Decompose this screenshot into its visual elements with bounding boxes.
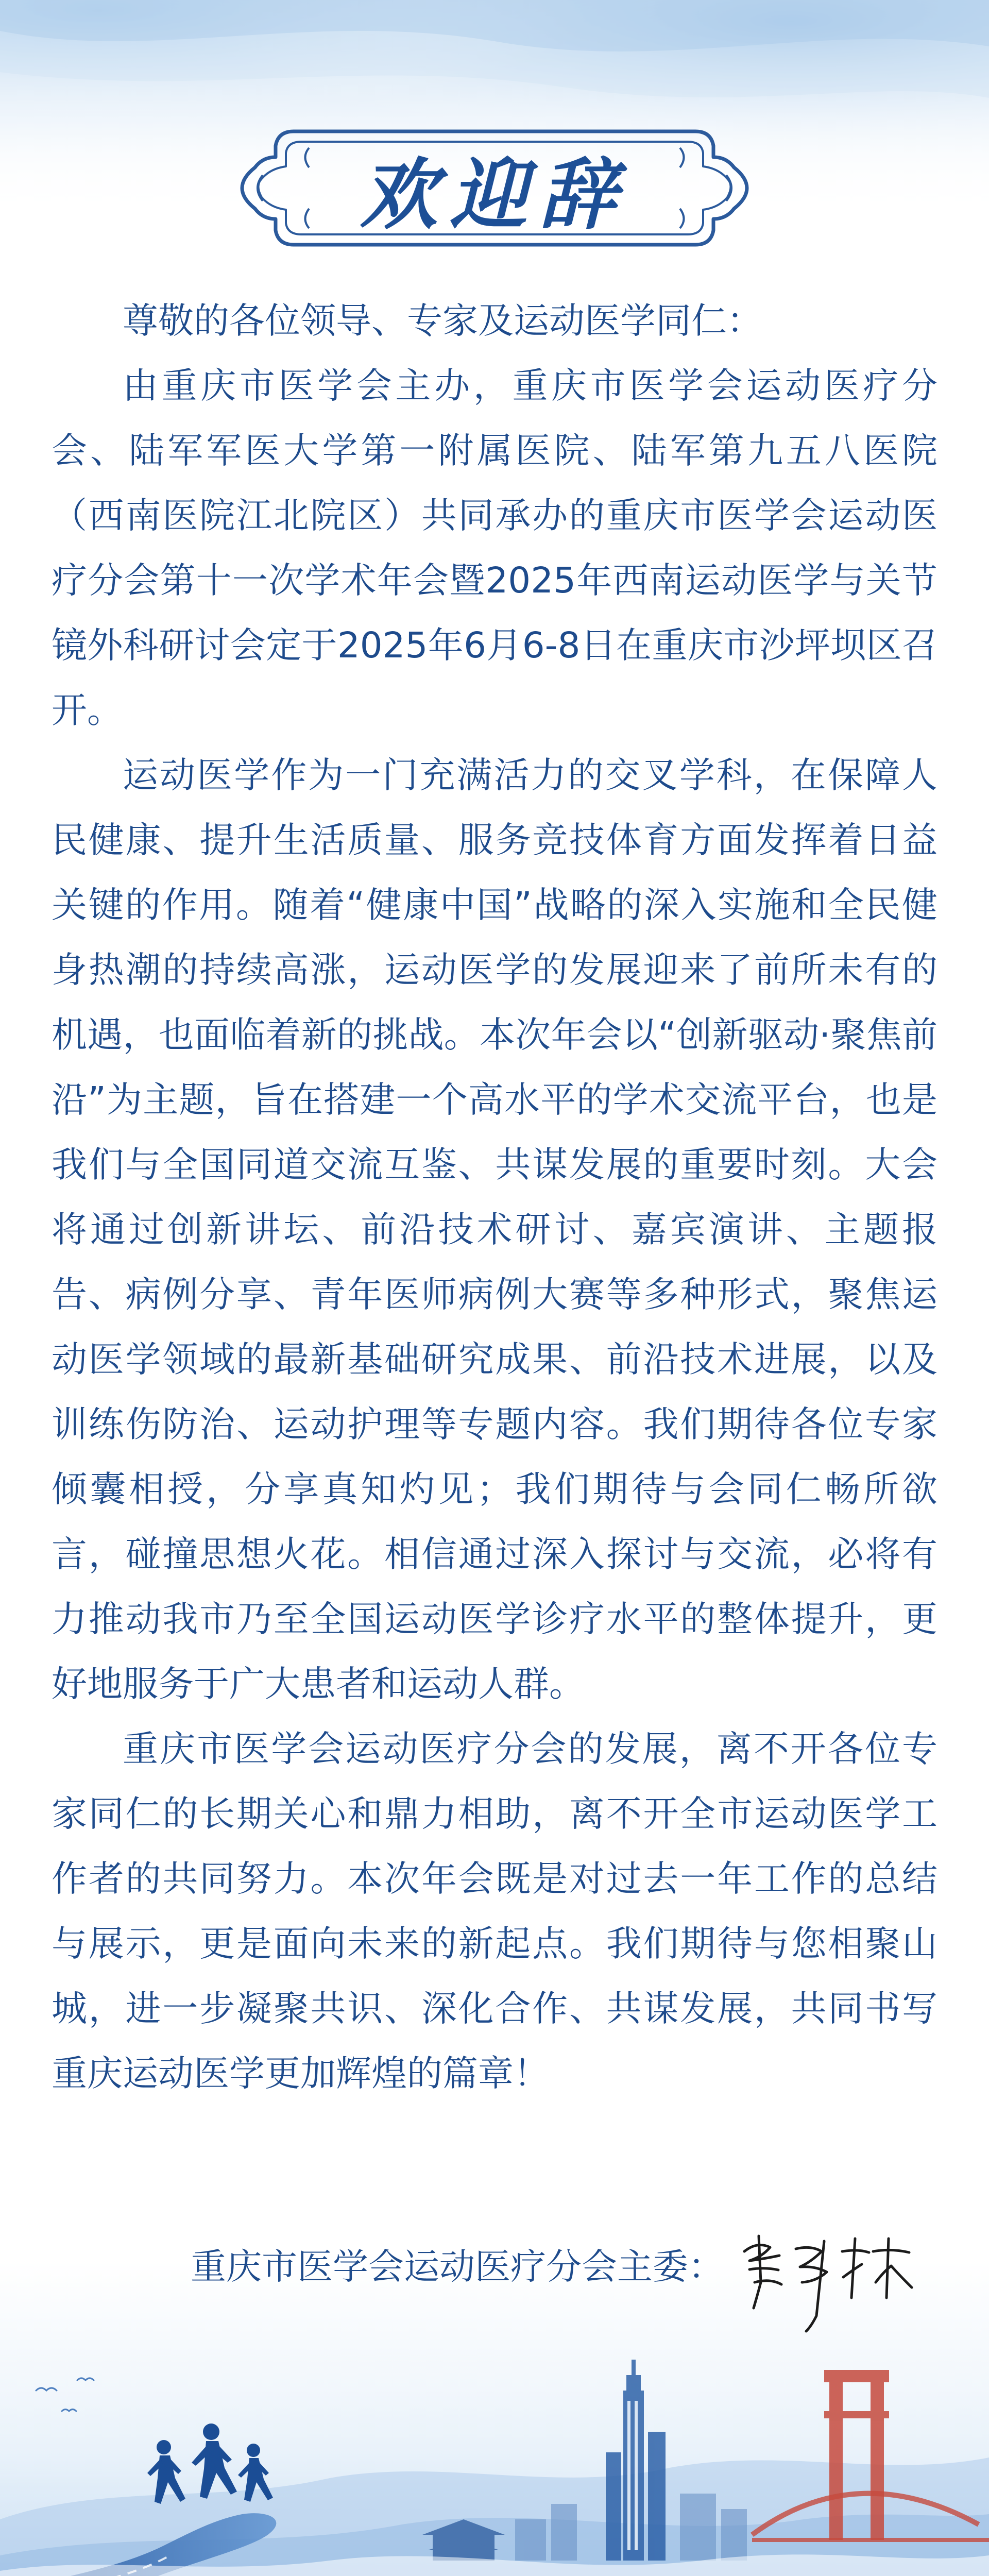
signature-label: 重庆市医学会运动医疗分会主委： [191, 2246, 724, 2287]
paragraph-2: 运动医学作为一门充满活力的交叉学科，在保障人民健康、提升生活质量、服务竞技体育方面发挥着日益关键的作用。随着“健康中国”战略的深入实施和全民健身热潮的持续高涨，运动医学的发展迎来了前所未有的机遇，也面临着新的挑战。本次年会以“创新驱动·聚焦前沿”为主题，旨在搭建一个高水平的学术交流平台，也是我们与全国同道交流互鉴、共谋发展的重要时刻。大会将通过创新讲坛、前沿技术研讨、嘉宾演讲、主题报告、病例分享、青年医师病例大赛等多种形式，聚焦运动医学领域的最新基础研究成果、前沿技术进展，以及训练伤防治、运动护理等专题内容。我们期待各位专家倾囊相授，分享真知灼见；我们期待与会同仁畅所欲言，碰撞思想火花。相信通过深入探讨与交流，必将有力推动我市乃至全国运动医学诊疗水平的整体提升，更好地服务于广大患者和运动人群。 [52, 755, 937, 1705]
signature-block [191, 2231, 919, 2303]
paragraph-3: 重庆市医学会运动医疗分会的发展，离不开各位专家同仁的长期关心和鼎力相助，离不开全市运动医学工作者的共同努力。本次年会既是对过去一年工作的总结与展示，更是面向未来的新起点。我们期待与您相聚山城，进一步凝聚共识、深化合作、共谋发展，共同书写重庆运动医学更加辉煌的篇章！ [52, 1728, 937, 2094]
title-plaque [232, 121, 757, 255]
bottom-scene [0, 2349, 989, 2576]
page-title: 欢迎辞 [360, 149, 629, 240]
paragraph-1: 由重庆市医学会主办，重庆市医学会运动医疗分会、陆军军医大学第一附属医院、陆军第九五八医院（西南医院江北院区）共同承办的重庆市医学会运动医疗分会第十一次学术年会暨2025年西南运动医学与关节镜外科研讨会定于2025年6月6-8日在重庆市沙坪坝区召开。 [52, 365, 937, 731]
salutation: 尊敬的各位领导、专家及运动医学同仁： [123, 300, 762, 342]
letter-body [52, 289, 937, 2106]
handwritten-signature-icon [734, 2221, 919, 2334]
